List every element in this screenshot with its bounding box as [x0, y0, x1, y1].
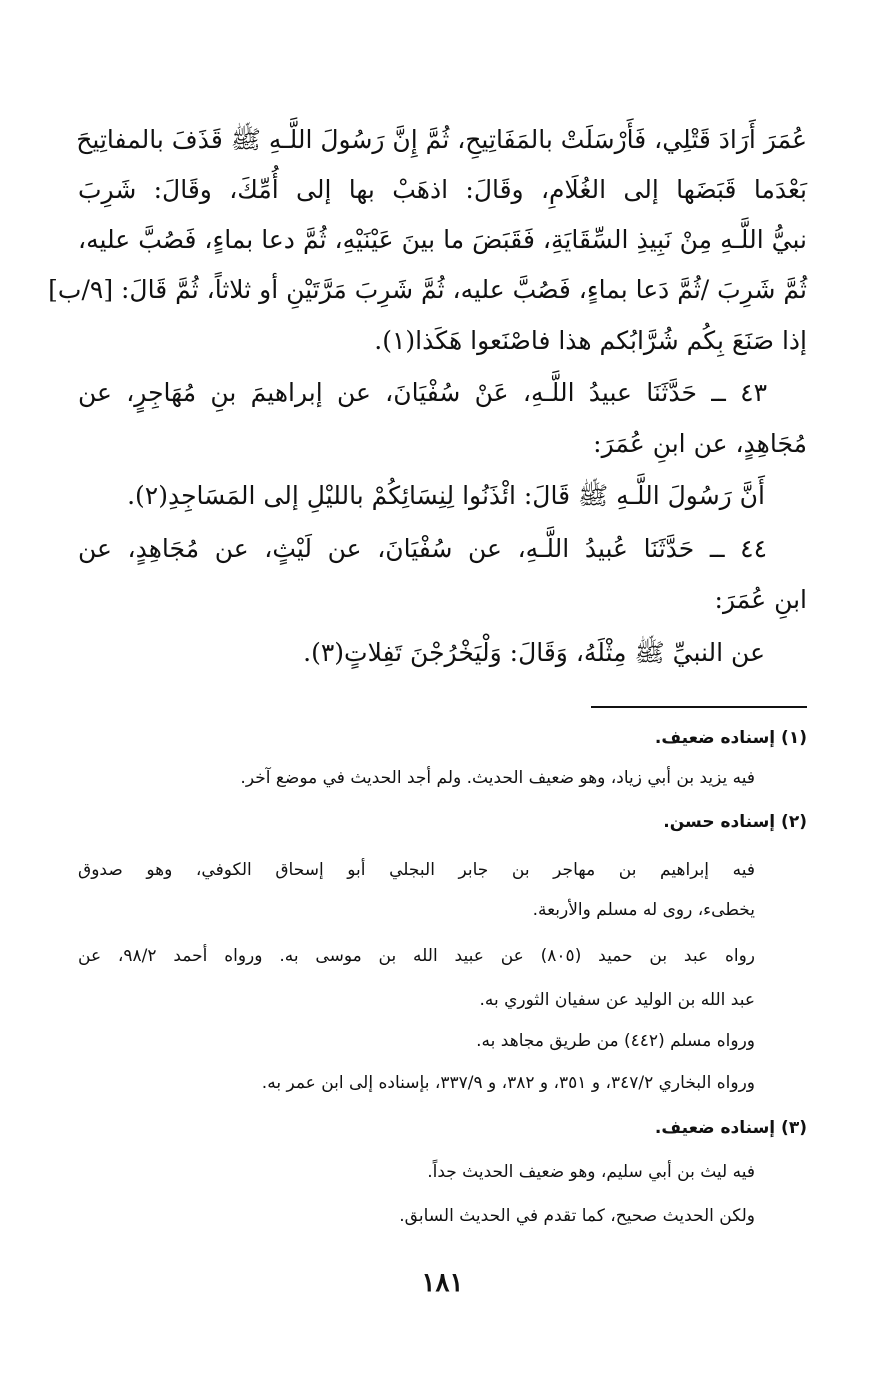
footnote-1-heading: (١) إسناده ضعيف.: [654, 728, 807, 748]
footnote-2-heading: (٢) إسناده حسن.: [663, 812, 807, 832]
footnote-3-heading: (٣) إسناده ضعيف.: [654, 1118, 807, 1138]
footnote-2-text: فيه إبراهيم بن مهاجر بن جابر البجلي أبو إسحاق الكوفي، وهو صدوق: [78, 860, 755, 880]
hadith-43-line: ٤٣ ــ حَدَّثَنَا عبيدُ اللَّـهِ، عَنْ سُفْيَانَ، عن إبراهيمَ بنِ مُهَاجِرٍ، عن: [78, 378, 767, 407]
hadith-44-text: عن النبيِّ ﷺ مِثْلَهُ، وَقَالَ: وَلْيَخْرُجْنَ تَفِلاتٍ(٣).: [303, 638, 765, 667]
main-text-line: إذا صَنَعَ بِكُم شُرَّابُكم هذا فاصْنَعوا هَكَذا(١).: [374, 326, 807, 355]
page-number: ١٨١: [421, 1268, 464, 1298]
footnote-1-text: فيه يزيد بن أبي زياد، وهو ضعيف الحديث. ولم أجد الحديث في موضع آخر.: [240, 768, 755, 788]
footnote-2-text: ورواه البخاري ٣٤٧/٢، و ٣٥١، و ٣٨٢، و ٣٣٧/٩، بإسناده إلى ابن عمر به.: [261, 1073, 755, 1093]
main-text-line: نبيُّ اللَّـهِ مِنْ نَبِيذِ السِّقَايَةِ، فَقَبَضَ ما بينَ عَيْنَيْهِ، ثُمَّ دعا بماءٍ، فَصُبَّ عليه،: [78, 225, 807, 254]
hadith-43-text: أَنَّ رَسُولَ اللَّـهِ ﷺ قَالَ: ائْذَنُوا لِنِسَائِكُمْ بالليْلِ إلى المَسَاجِدِ(٢).: [127, 481, 765, 510]
main-text-line: مُجَاهِدٍ، عن ابنِ عُمَرَ:: [593, 429, 807, 458]
footnote-2-text: رواه عبد بن حميد (٨٠٥) عن عبيد الله بن موسى به. ورواه أحمد ٩٨/٢، عن: [78, 946, 755, 966]
main-text-line: بَعْدَما قَبَضَها إلى الغُلَامِ، وقَالَ: اذهَبْ بها إلى أُمِّكَ، وقَالَ: شَرِبَ: [78, 175, 807, 204]
main-text-line: ثُمَّ شَرِبَ /ثُمَّ دَعا بماءٍ، فَصُبَّ عليه، ثُمَّ شَرِبَ مَرَّتَيْنِ أو ثلاثاً، ثُمَّ قَالَ: [٩/ب]: [48, 275, 807, 304]
footnote-3-text: ولكن الحديث صحيح، كما تقدم في الحديث السابق.: [399, 1206, 755, 1226]
footnote-3-text: فيه ليث بن أبي سليم، وهو ضعيف الحديث جداً.: [427, 1162, 755, 1182]
footnote-separator: [591, 706, 807, 708]
footnote-2-text: عبد الله بن الوليد عن سفيان الثوري به.: [479, 990, 755, 1010]
main-text-line: عُمَرَ أَرَادَ قَتْلِي، فَأَرْسَلَتْ بالمَفَاتِيحِ، ثُمَّ إِنَّ رَسُولَ اللَّـهِ ﷺ قَذَفَ بالمفاتِيحَ: [76, 125, 807, 154]
footnote-2-text: يخطىء، روى له مسلم والأربعة.: [532, 900, 755, 920]
hadith-44-line: ٤٤ ــ حَدَّثَنَا عُبيدُ اللَّـهِ، عن سُفْيَانَ، عن لَيْثٍ، عن مُجَاهِدٍ، عن: [78, 534, 767, 563]
footnote-2-text: ورواه مسلم (٤٤٢) من طريق مجاهد به.: [476, 1031, 755, 1051]
main-text-line: ابنِ عُمَرَ:: [714, 585, 807, 614]
